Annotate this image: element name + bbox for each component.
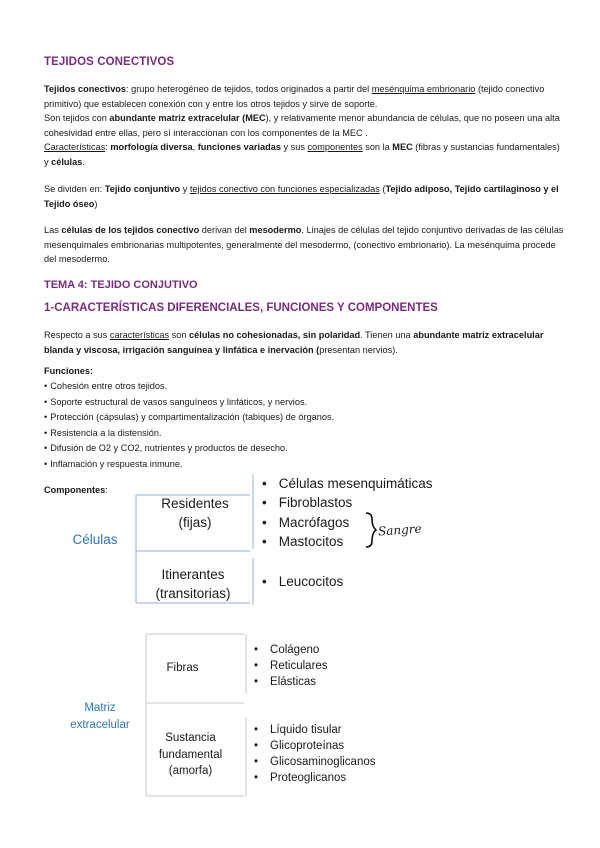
list-item: • Mastocitos — [262, 532, 482, 551]
origin-paragraph: Las células de los tejidos conectivo derivan del mesodermo. Linajes de células del tejido conjuntivo derivadas de las células mesenquimales embrionarias multipotentes, generalmente del mesodermo, (conectivo embrionario). La mesénquima procede del mesodermo. — [44, 225, 564, 265]
fibras-label: Fibras — [166, 662, 199, 674]
functions-label: Funciones: — [44, 366, 94, 376]
list-item: • Leucocitos — [262, 572, 462, 591]
sustancia-list — [254, 722, 474, 786]
list-item: • Fibroblastos — [262, 493, 482, 512]
matrix-label: Matriz extracelular — [70, 702, 130, 731]
list-item: • Glicosaminoglicanos — [254, 754, 474, 770]
sangre-note: Sangre — [377, 521, 423, 539]
residentes-list — [262, 474, 482, 552]
components-label: Componentes: — [44, 485, 108, 495]
list-item: • Inflamación y respuesta inmune. — [44, 457, 564, 473]
cells-label: Células — [72, 532, 118, 547]
list-item: • Glicoproteínas — [254, 738, 474, 754]
list-item: • Macrófagos — [262, 513, 482, 532]
intro-paragraph: Tejidos conectivos: grupo heterogéneo de tejidos, todos originados a partir del mesénquima embrionario (tejido conectivo primitivo) que establecen conexión con y entre los otros tejidos y sirve de soporte. Son tejidos con abundante matriz extracelular (MEC), y relativamente menor abundancia de células, que no poseen una alta cohesividad entre ellas, pero sí interaccionan con los componentes de la MEC . Características: morfología diversa, funciones variadas y sus componentes son la MEC (fibras y sustancias fundamentales) y células. — [44, 84, 560, 167]
division-paragraph: Se dividen en: Tejido conjuntivo y tejidos conectivo con funciones especializadas (Tejido adiposo, Tejido cartilaginoso y el Tejido óseo) — [44, 184, 559, 209]
characteristics-paragraph: Respecto a sus características son células no cohesionadas, sin polaridad. Tienen una abundante matriz extracelular blanda y viscosa, irrigación sanguínea y linfática e inervación (presentan nervios). — [44, 330, 544, 355]
itinerantes-list — [262, 572, 462, 591]
list-item: • Líquido tisular — [254, 722, 474, 738]
list-item: • Proteoglicanos — [254, 770, 474, 786]
fibras-list — [254, 642, 454, 690]
intro-term: Tejidos conectivos — [44, 84, 127, 94]
list-item: • Células mesenquimáticas — [262, 474, 482, 493]
page-title: TEJIDOS CONECTIVOS — [44, 56, 175, 68]
tema-heading: TEMA 4: TEJIDO CONJUTIVO — [44, 279, 198, 291]
list-item: • Elásticas — [254, 674, 454, 690]
list-item: • Resistencia a la distensión. — [44, 426, 564, 442]
list-item: • Soporte estructural de vasos sanguíneos y linfáticos, y nervios. — [44, 395, 564, 411]
list-item: • Reticulares — [254, 658, 454, 674]
list-item: • Colágeno — [254, 642, 454, 658]
itinerantes-label: Itinerantes (transitorias) — [155, 567, 231, 601]
list-item: • Protección (cápsulas) y compartimentalización (tabiques) de órganos. — [44, 410, 564, 426]
sustancia-label: Sustancia fundamental (amorfa) — [158, 732, 223, 777]
section-heading: 1-CARACTERÍSTICAS DIFERENCIALES, FUNCIONES Y COMPONENTES — [44, 302, 438, 314]
residentes-label: Residentes (fijas) — [161, 496, 229, 530]
list-item: • Cohesión entre otros tejidos. — [44, 379, 564, 395]
list-item: • Difusión de O2 y CO2, nutrientes y productos de desecho. — [44, 441, 564, 457]
